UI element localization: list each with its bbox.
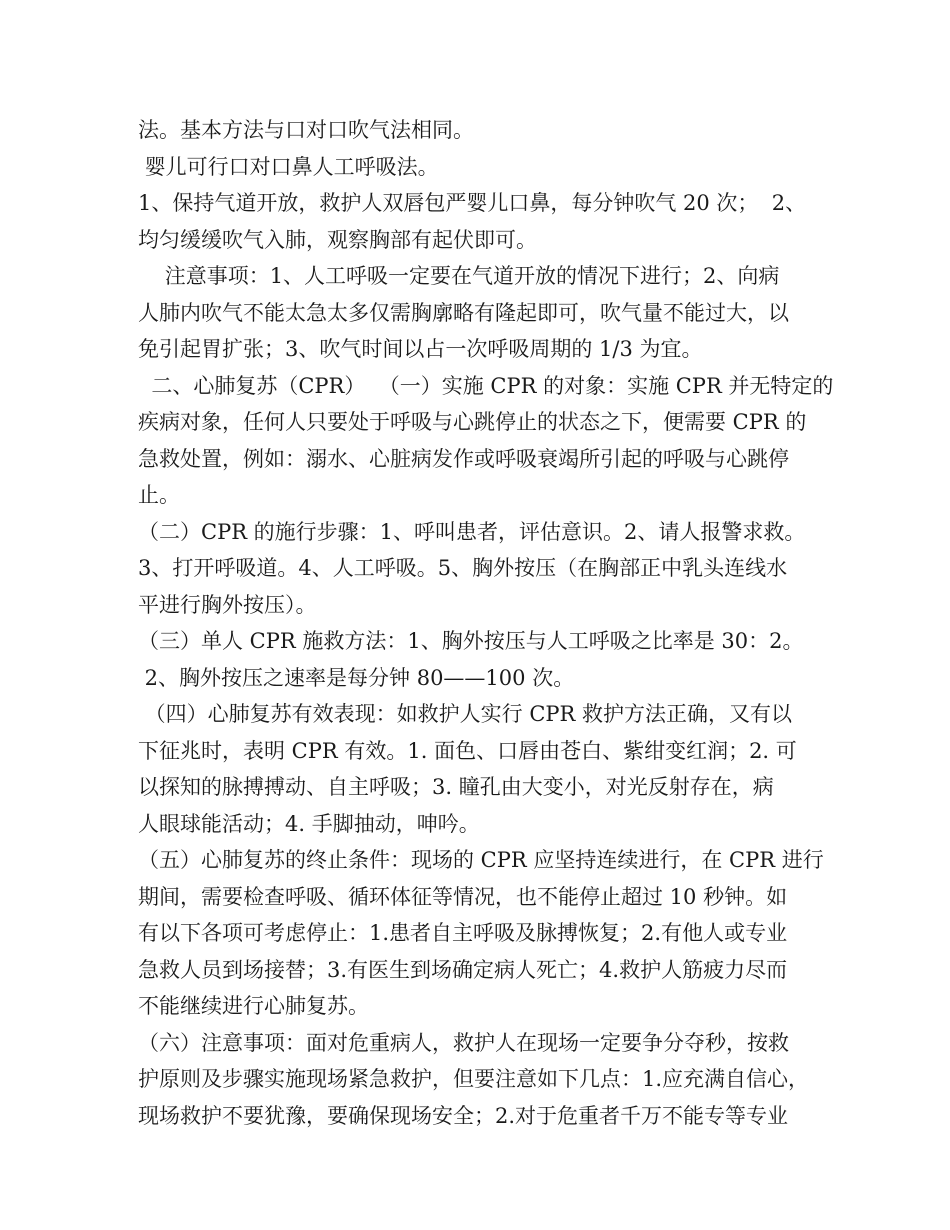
text-line: 下征兆时，表明 CPR 有效。1. 面色、口唇由苍白、紫绀变红润；2. 可 — [138, 738, 797, 763]
text-line: 急救人员到场接替；3.有医生到场确定病人死亡；4.救护人筋疲力尽而 — [138, 957, 788, 982]
text-line: 平进行胸外按压）。 — [138, 592, 317, 617]
text-line: 有以下各项可考虑停止：1.患者自主呼吸及脉搏恢复；2.有他人或专业 — [138, 921, 788, 945]
text-line: 二、心肺复苏（CPR） （一）实施 CPR 的对象：实施 CPR 并无特定的 — [138, 373, 834, 398]
text-line: 婴儿可行口对口鼻人工呼吸法。 — [138, 154, 439, 179]
text-line: 护原则及步骤实施现场紧急救护，但要注意如下几点：1.应充满自信心， — [138, 1067, 810, 1091]
text-line: 现场救护不要犹豫，要确保现场安全；2.对于危重者千万不能专等专业 — [138, 1103, 789, 1128]
text-line: 期间，需要检查呼吸、循环体征等情况，也不能停止超过 10 秒钟。如 — [138, 884, 788, 909]
text-line: 均匀缓缓吹气入肺，观察胸部有起伏即可。 — [138, 227, 537, 252]
text-line: 免引起胃扩张；3、吹气时间以占一次呼吸周期的 1/3 为宜。 — [138, 337, 703, 361]
text-line: 法。基本方法与口对口吹气法相同。 — [138, 118, 474, 142]
text-line: （四）心肺复苏有效表现：如救护人实行 CPR 救护方法正确，又有以 — [138, 702, 793, 726]
text-line: （二）CPR 的施行步骤：1、呼叫患者，评估意识。2、请人报警求救。 — [138, 519, 806, 544]
text-line: 人眼球能活动；4. 手脚抽动，呻吟。 — [138, 811, 480, 836]
text-line: 2、胸外按压之速率是每分钟 80——100 次。 — [138, 665, 575, 690]
text-line: 以探知的脉搏搏动、自主呼吸；3. 瞳孔由大变小，对光反射存在，病 — [138, 775, 774, 799]
text-line: （五）心肺复苏的终止条件：现场的 CPR 应坚持连续进行，在 CPR 进行 — [138, 848, 824, 872]
body-text — [138, 112, 834, 1134]
text-line: 疾病对象，任何人只要处于呼吸与心跳停止的状态之下，便需要 CPR 的 — [138, 410, 807, 434]
text-line: 止。 — [138, 483, 180, 507]
text-line: 3、打开呼吸道。4、人工呼吸。5、胸外按压（在胸部正中乳头连线水 — [138, 556, 788, 580]
text-line: （六）注意事项：面对危重病人，救护人在现场一定要争分夺秒，按救 — [138, 1030, 789, 1055]
text-line: 1、保持气道开放，救护人双唇包严婴儿口鼻，每分钟吹气 20 次； 2、 — [138, 191, 807, 215]
text-line: 人肺内吹气不能太急太多仅需胸廓略有隆起即可，吹气量不能过大，以 — [138, 300, 789, 325]
text-line: 不能继续进行心肺复苏。 — [138, 994, 369, 1018]
text-line: 注意事项：1、人工呼吸一定要在气道开放的情况下进行；2、向病 — [138, 264, 780, 288]
text-line: 急救处置，例如：溺水、心脏病发作或呼吸衰竭所引起的呼吸与心跳停 — [138, 446, 789, 471]
text-line: （三）单人 CPR 施救方法：1、胸外按压与人工呼吸之比率是 30：2。 — [138, 629, 804, 653]
